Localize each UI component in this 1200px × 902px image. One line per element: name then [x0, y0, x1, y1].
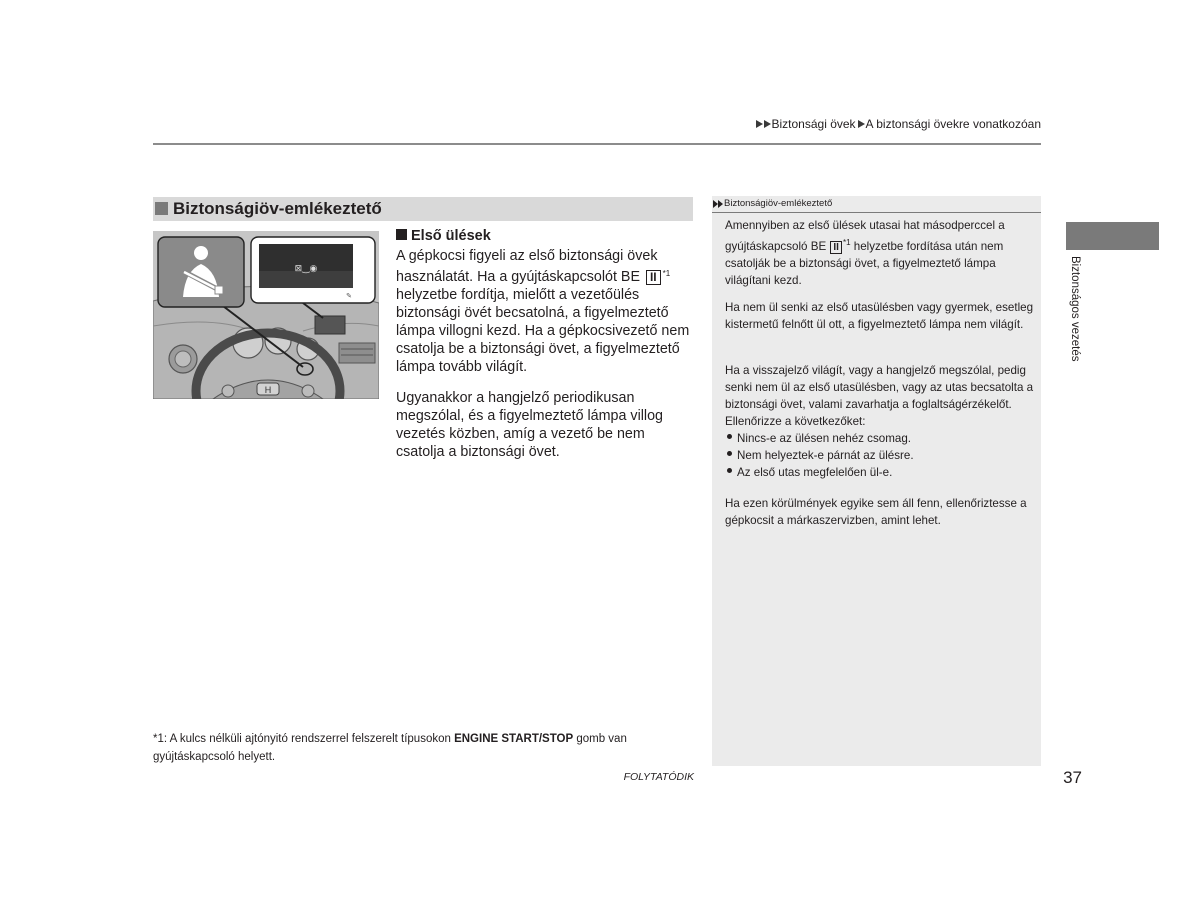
side-paragraph-4: Ha ezen körülmények egyike sem áll fenn, ellenőriztesse a gépkocsit a márkaszervizben, amint lehet.: [725, 497, 1027, 527]
breadcrumb-part-1[interactable]: Biztonsági övek: [771, 117, 856, 131]
page-number: 37: [1063, 768, 1082, 787]
ignition-key-box: II: [830, 241, 842, 254]
chapter-tab-marker: [1066, 222, 1159, 250]
arrow-right-icon: [764, 120, 771, 128]
footnote: *1: A kulcs nélküli ajtónyitó rendszerrel felszerelt típusokon ENGINE START/STOP gomb van gyújtáskapcsoló helyett.: [153, 733, 627, 763]
main-paragraph-2: Ugyanakkor a hangjelző periodikusan megszólal, és a figyelmeztető lámpa villog vezetés közben, amíg a vezető be nem csatolja a biztonsági övet.: [396, 390, 663, 460]
footnote-bold-term: ENGINE START/STOP: [454, 733, 574, 745]
display-text: ⊠‿◉: [294, 264, 318, 274]
header-rule: [153, 143, 1041, 145]
section-marker-icon: [155, 202, 168, 215]
chapter-tab-label[interactable]: Biztonságos vezetés: [1069, 256, 1081, 362]
bullet-icon: [727, 434, 732, 439]
list-item: Az első utas megfelelően ül-e.: [725, 464, 1035, 481]
ignition-key-box: II: [646, 270, 661, 285]
bullet-square-icon: [396, 229, 407, 240]
side-paragraph-1: Amennyiben az első ülések utasai hat másodperccel a gyújtáskapcsoló BE II $^{*1}$ helyzetbe fordítása után nem csatolják be a biztonsági övet, a figyelmeztető lámpa világítani kezd.: [725, 219, 1005, 287]
breadcrumb: [600, 117, 1041, 131]
bullet-icon: [727, 451, 732, 456]
list-item: Nem helyeztek-e párnát az ülésre.: [725, 447, 1035, 464]
arrow-right-icon: [756, 120, 763, 128]
side-note-title: Biztonságiöv-emlékeztető: [724, 198, 833, 209]
svg-text:✎: ✎: [346, 292, 352, 300]
footnote-mark: *1: [153, 733, 164, 745]
main-paragraph-1: A gépkocsi figyeli az első biztonsági övek használatát. Ha a gyújtáskapcsolót BE II $^{*1}$ helyzetbe fordítja, mielőtt a vezetőülés biztonsági övét becsatolná, a figyelmeztető lámpa villogni kezd. Ha a gépkocsivezető nem csatolja be a biztonsági övet, a figyelmeztető lámpa tovább világít.: [396, 248, 690, 375]
arrow-right-icon: [858, 120, 865, 128]
footnote-ref: *1: [662, 269, 671, 278]
svg-text:H: H: [264, 385, 272, 395]
footnote-ref: *1: [842, 238, 851, 247]
double-arrow-icon: [713, 200, 723, 208]
subsection-title: Első ülések: [396, 228, 491, 244]
dashboard-figure: [153, 231, 379, 399]
side-paragraph-2: Ha nem ül senki az első utasülésben vagy gyermek, esetleg kistermetű felnőtt ül ott, a figyelmeztető lámpa nem világít.: [725, 301, 1034, 331]
bullet-icon: [727, 468, 732, 473]
list-item: Nincs-e az ülésen nehéz csomag.: [725, 430, 1035, 447]
side-paragraph-3: Ha a visszajelző világít, vagy a hangjelző megszólal, pedig senki nem ül az első utasülésben, vagy az utas becsatolta a biztonsági övet, valami zavarhatja a foglaltságérzékelőt. Ellenőrizze a következőket: Nincs-e az ülésen nehéz csomag. Nem helyeztek-e párnát az ülésre. Az első utas megfelelően ül-e.: [725, 364, 1034, 479]
continue-label: FOLYTATÓDIK: [623, 771, 694, 783]
breadcrumb-part-2[interactable]: A biztonsági övekre vonatkozóan: [865, 117, 1041, 131]
section-title: Biztonságiöv-emlékeztető: [173, 199, 382, 218]
